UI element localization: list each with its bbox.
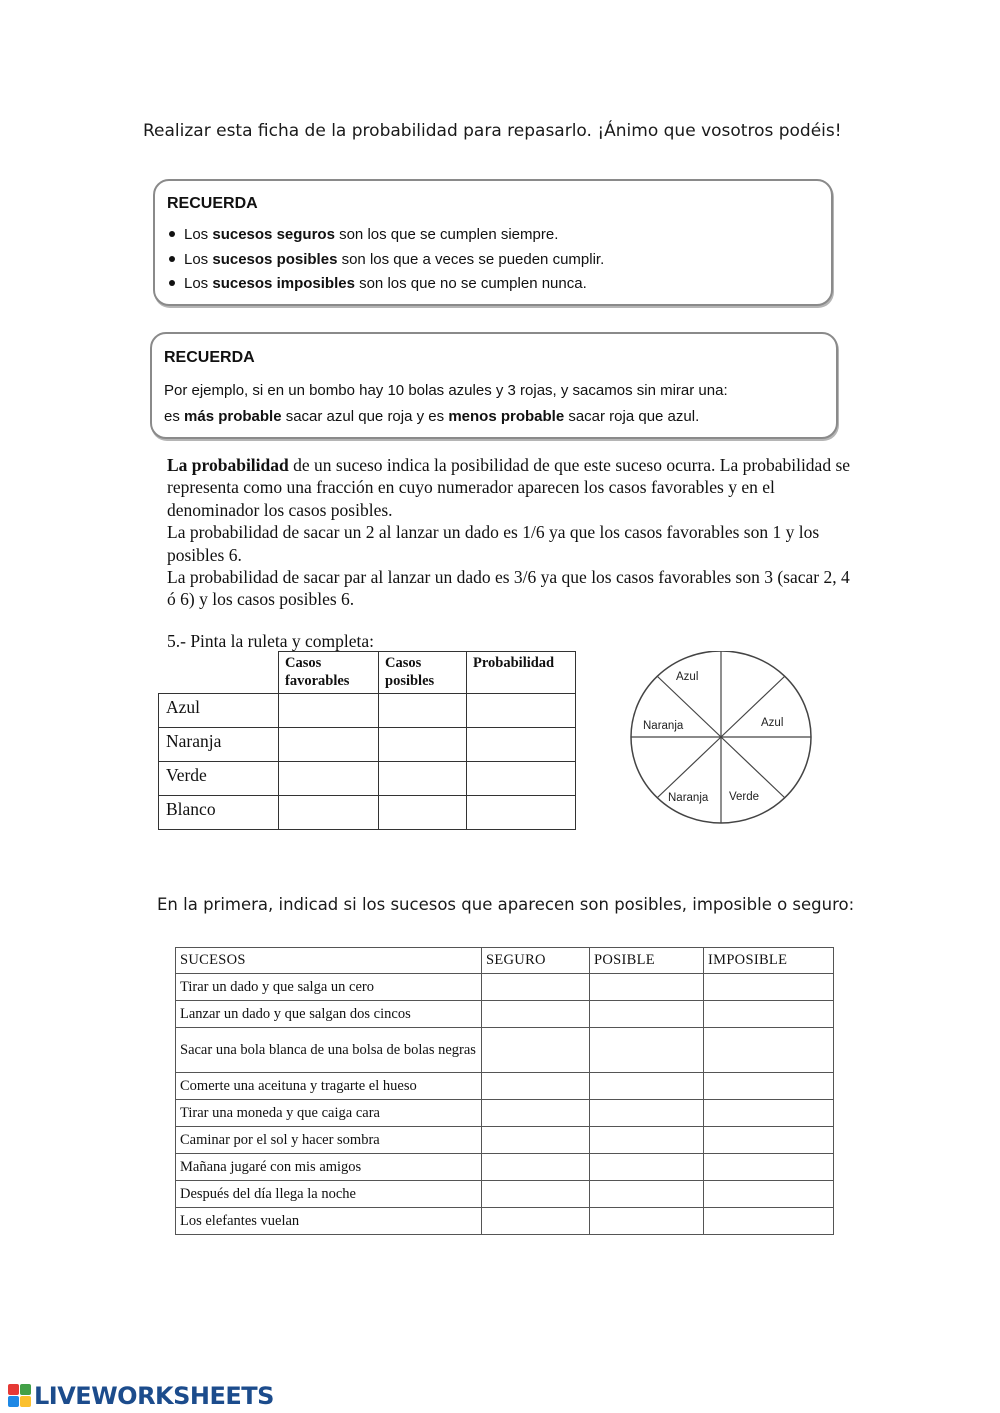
row-label-blanco: Blanco xyxy=(159,796,279,830)
table-row xyxy=(176,1208,834,1235)
answer-cell[interactable] xyxy=(482,1154,590,1181)
logo-square xyxy=(20,1384,31,1395)
answer-cell[interactable] xyxy=(704,1208,834,1235)
table-row xyxy=(159,694,576,728)
answer-cell[interactable] xyxy=(590,1001,704,1028)
ruleta-table xyxy=(158,651,576,830)
wheel-label-naranja: Naranja xyxy=(668,792,709,804)
answer-cell[interactable] xyxy=(467,694,576,728)
answer-cell[interactable] xyxy=(704,974,834,1001)
wheel-label-azul: Azul xyxy=(761,717,784,729)
header-sucesos: SUCESOS xyxy=(176,948,482,974)
table-row xyxy=(176,1100,834,1127)
recuerda-example-line-2: es más probable sacar azul que roja y es menos probable sacar roja que azul. xyxy=(164,408,700,425)
probability-explanation xyxy=(167,454,857,611)
answer-cell[interactable] xyxy=(279,796,379,830)
answer-cell[interactable] xyxy=(590,1154,704,1181)
answer-cell[interactable] xyxy=(279,762,379,796)
answer-cell[interactable] xyxy=(482,974,590,1001)
wheel-label-azul: Azul xyxy=(676,671,699,683)
header-casos-favorables: Casos favorables xyxy=(279,652,379,694)
bullet-sucesos-imposibles: Los sucesos imposibles son los que no se cumplen nunca. xyxy=(169,275,587,292)
answer-cell[interactable] xyxy=(482,1001,590,1028)
answer-cell[interactable] xyxy=(590,1208,704,1235)
answer-cell[interactable] xyxy=(704,1127,834,1154)
answer-cell[interactable] xyxy=(467,796,576,830)
answer-cell[interactable] xyxy=(467,762,576,796)
intro-text: Realizar esta ficha de la probabilidad para repasarlo. ¡Ánimo que vosotros podéis! xyxy=(143,121,842,141)
answer-cell[interactable] xyxy=(704,1181,834,1208)
bullet-dot-icon xyxy=(169,256,175,262)
answer-cell[interactable] xyxy=(482,1127,590,1154)
table-row xyxy=(176,1028,834,1073)
suceso-text: Comerte una aceituna y tragarte el hueso xyxy=(176,1073,482,1100)
bullet-dot-icon xyxy=(169,280,175,286)
answer-cell[interactable] xyxy=(482,1181,590,1208)
answer-cell[interactable] xyxy=(482,1073,590,1100)
row-label-naranja: Naranja xyxy=(159,728,279,762)
answer-cell[interactable] xyxy=(590,1028,704,1073)
suceso-text: Tirar un dado y que salga un cero xyxy=(176,974,482,1001)
answer-cell[interactable] xyxy=(279,728,379,762)
answer-cell[interactable] xyxy=(379,694,467,728)
empty-header-cell xyxy=(159,652,279,694)
table-row xyxy=(176,974,834,1001)
recuerda-box-2 xyxy=(150,332,838,439)
bullet-sucesos-seguros: Los sucesos seguros son los que se cumplen siempre. xyxy=(169,226,558,243)
header-seguro: SEGURO xyxy=(482,948,590,974)
logo-square xyxy=(8,1396,19,1407)
probability-definition: La probabilidad de un suceso indica la posibilidad de que este suceso ocurra. La probabilidad se representa como una fracción en cuyo numerador aparecen los casos favorables y en el denominador los casos posibles. xyxy=(167,455,851,520)
liveworksheets-logo-text: LIVEWORKSHEETS xyxy=(34,1382,274,1410)
bullet-dot-icon xyxy=(169,231,175,237)
suceso-text: Sacar una bola blanca de una bolsa de bolas negras xyxy=(176,1028,482,1073)
header-imposible: IMPOSIBLE xyxy=(704,948,834,974)
table-row xyxy=(176,1154,834,1181)
probability-example-2: La probabilidad de sacar par al lanzar un dado es 3/6 ya que los casos favorables son 3 (sacar 2, 4 ó 6) y los casos posibles 6. xyxy=(167,567,850,610)
answer-cell[interactable] xyxy=(590,974,704,1001)
wheel-label-verde: Verde xyxy=(729,791,760,803)
answer-cell[interactable] xyxy=(379,728,467,762)
sucesos-table-header xyxy=(176,948,834,974)
recuerda-box-1 xyxy=(153,179,833,306)
answer-cell[interactable] xyxy=(704,1001,834,1028)
wheel-label-naranja: Naranja xyxy=(643,720,684,732)
liveworksheets-logo[interactable] xyxy=(8,1383,274,1409)
answer-cell[interactable] xyxy=(482,1208,590,1235)
answer-cell[interactable] xyxy=(590,1100,704,1127)
probability-example-1: La probabilidad de sacar un 2 al lanzar un dado es 1/6 ya que los casos favorables son 1 y los posibles 6. xyxy=(167,522,820,565)
suceso-text: Caminar por el sol y hacer sombra xyxy=(176,1127,482,1154)
table-row xyxy=(159,762,576,796)
answer-cell[interactable] xyxy=(704,1100,834,1127)
header-casos-posibles: Casos posibles xyxy=(379,652,467,694)
logo-square xyxy=(20,1396,31,1407)
table-row xyxy=(159,796,576,830)
answer-cell[interactable] xyxy=(704,1028,834,1073)
answer-cell[interactable] xyxy=(704,1073,834,1100)
suceso-text: Después del día llega la noche xyxy=(176,1181,482,1208)
ruleta-wheel xyxy=(628,651,818,829)
bullet-sucesos-posibles: Los sucesos posibles son los que a veces se pueden cumplir. xyxy=(169,251,604,268)
table-row xyxy=(176,1073,834,1100)
answer-cell[interactable] xyxy=(482,1100,590,1127)
header-probabilidad: Probabilidad xyxy=(467,652,576,694)
suceso-text: Lanzar un dado y que salgan dos cincos xyxy=(176,1001,482,1028)
answer-cell[interactable] xyxy=(379,762,467,796)
suceso-text: Mañana jugaré con mis amigos xyxy=(176,1154,482,1181)
suceso-text: Los elefantes vuelan xyxy=(176,1208,482,1235)
answer-cell[interactable] xyxy=(482,1028,590,1073)
row-label-azul: Azul xyxy=(159,694,279,728)
answer-cell[interactable] xyxy=(590,1073,704,1100)
recuerda-title-2: RECUERDA xyxy=(164,349,255,366)
exercise-5-title: 5.- Pinta la ruleta y completa: xyxy=(167,631,375,651)
suceso-text: Tirar una moneda y que caiga cara xyxy=(176,1100,482,1127)
liveworksheets-logo-icon xyxy=(8,1384,32,1408)
table-row xyxy=(176,1181,834,1208)
header-posible: POSIBLE xyxy=(590,948,704,974)
recuerda-title-1: RECUERDA xyxy=(167,195,258,212)
sucesos-instruction: En la primera, indicad si los sucesos que aparecen son posibles, imposible o seguro: xyxy=(157,895,855,914)
row-label-verde: Verde xyxy=(159,762,279,796)
table-row xyxy=(159,728,576,762)
answer-cell[interactable] xyxy=(590,1127,704,1154)
answer-cell[interactable] xyxy=(379,796,467,830)
answer-cell[interactable] xyxy=(467,728,576,762)
ruleta-table-header xyxy=(159,652,576,694)
answer-cell[interactable] xyxy=(704,1154,834,1181)
table-row xyxy=(176,1127,834,1154)
answer-cell[interactable] xyxy=(279,694,379,728)
recuerda-example-line-1: Por ejemplo, si en un bombo hay 10 bolas azules y 3 rojas, y sacamos sin mirar una: xyxy=(164,382,728,399)
logo-square xyxy=(8,1384,19,1395)
sucesos-table xyxy=(175,947,834,1235)
answer-cell[interactable] xyxy=(590,1181,704,1208)
table-row xyxy=(176,1001,834,1028)
